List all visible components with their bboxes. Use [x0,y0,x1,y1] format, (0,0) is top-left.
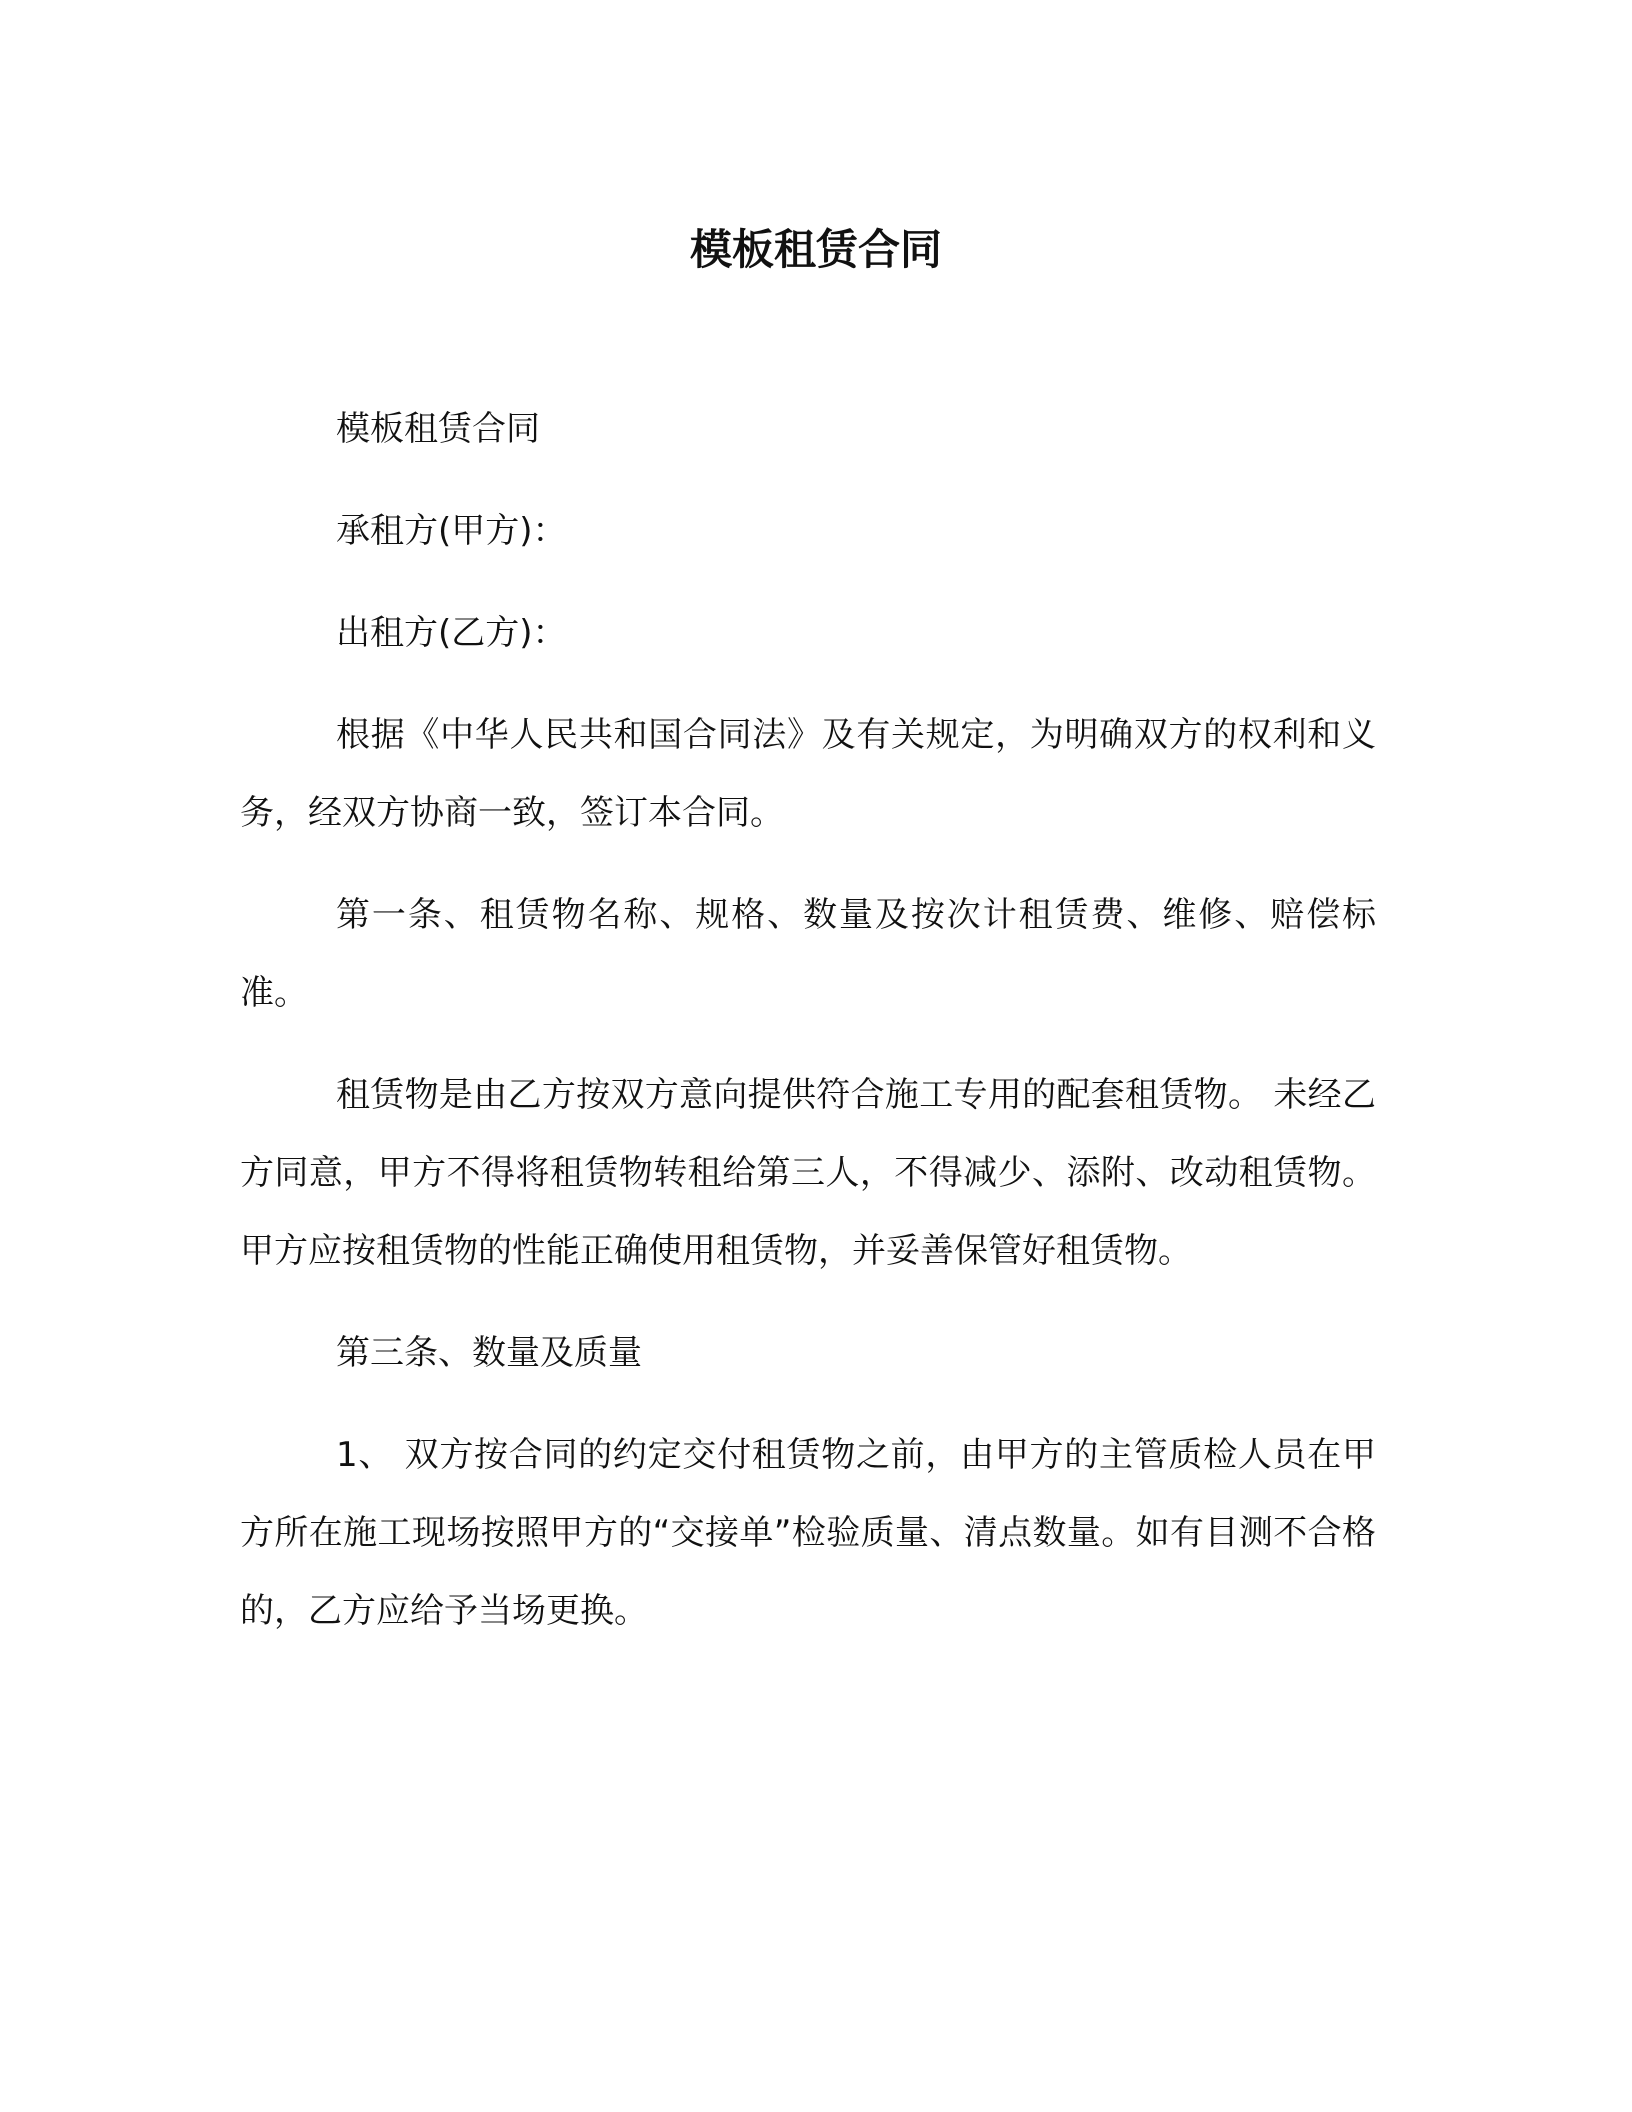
paragraph-article-one: 第一条、租赁物名称、规格、数量及按次计租赁费、维修、赔偿标准。 [240,895,1376,1013]
paragraph-subtitle: 模板租赁合同 [336,409,540,449]
document-body [240,390,1376,1674]
document-title: 模板租赁合同 [689,225,942,274]
paragraph-inspection: 1、 双方按合同的约定交付租赁物之前，由甲方的主管质检人员在甲方所在施工现场按照甲方的“交接单”检验质量、清点数量。如有目测不合格的，乙方应给予当场更换。 [240,1435,1376,1631]
paragraph-lease-terms: 租赁物是由乙方按双方意向提供符合施工专用的配套租赁物。 未经乙方同意，甲方不得将租赁物转租给第三人，不得减少、添附、改动租赁物。 甲方应按租赁物的性能正确使用租赁物，并妥善保管好租赁物。 [240,1075,1376,1271]
paragraph-preamble: 根据《中华人民共和国合同法》及有关规定，为明确双方的权利和义务，经双方协商一致，签订本合同。 [240,715,1376,833]
paragraph-lessee: 承租方(甲方)： [336,511,567,551]
paragraph-article-three: 第三条、数量及质量 [336,1333,642,1373]
paragraph-lessor: 出租方(乙方)： [336,613,567,653]
